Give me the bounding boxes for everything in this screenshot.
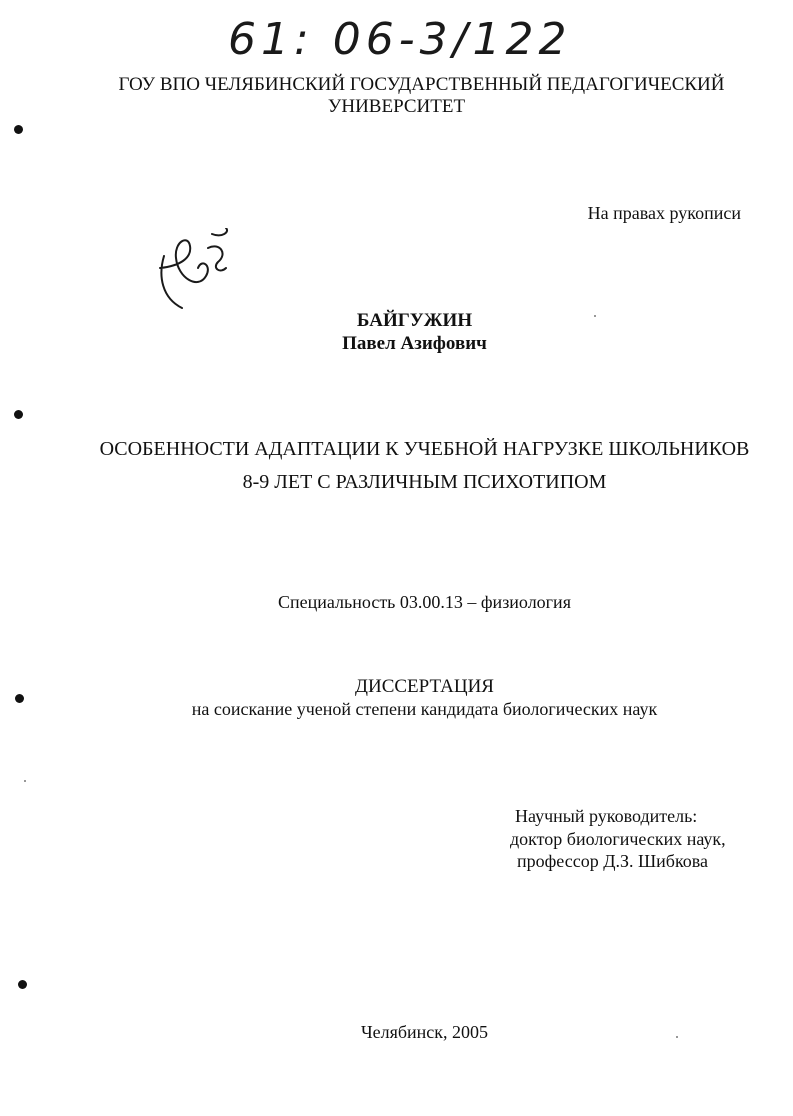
institution-line-1: ГОУ ВПО ЧЕЛЯБИНСКИЙ ГОСУДАРСТВЕННЫЙ ПЕДАГОГИЧЕСКИЙ <box>118 74 725 95</box>
supervisor-name: профессор Д.З. Шибкова <box>517 851 709 871</box>
author-given-names: Павел Азифович <box>342 333 487 354</box>
city-year: Челябинск, 2005 <box>360 1022 489 1042</box>
archive-code: 61: 06-3/122 <box>228 14 572 65</box>
dissertation-degree: на соискание ученой степени кандидата биологических наук <box>191 699 658 719</box>
scan-speck <box>676 1036 678 1038</box>
handwritten-signature <box>150 228 232 312</box>
thesis-title-line-1: ОСОБЕННОСТИ АДАПТАЦИИ К УЧЕБНОЙ НАГРУЗКЕ ШКОЛЬНИКОВ <box>99 438 750 460</box>
binding-hole <box>18 980 27 989</box>
binding-hole <box>14 410 23 419</box>
author-surname: БАЙГУЖИН <box>356 310 473 331</box>
scan-speck <box>594 315 596 317</box>
dissertation-label: ДИССЕРТАЦИЯ <box>355 676 494 697</box>
binding-hole <box>14 125 23 134</box>
supervisor-label: Научный руководитель: <box>515 806 698 826</box>
archive-stamp <box>218 14 572 76</box>
supervisor-degree: доктор биологических наук, <box>510 829 726 849</box>
scan-speck <box>24 780 26 782</box>
specialty: Специальность 03.00.13 – физиология <box>278 592 571 612</box>
binding-hole <box>15 694 24 703</box>
rights-note: На правах рукописи <box>587 203 741 223</box>
institution-line-2: УНИВЕРСИТЕТ <box>327 96 466 117</box>
thesis-title-line-2: 8-9 ЛЕТ С РАЗЛИЧНЫМ ПСИХОТИПОМ <box>242 471 607 493</box>
